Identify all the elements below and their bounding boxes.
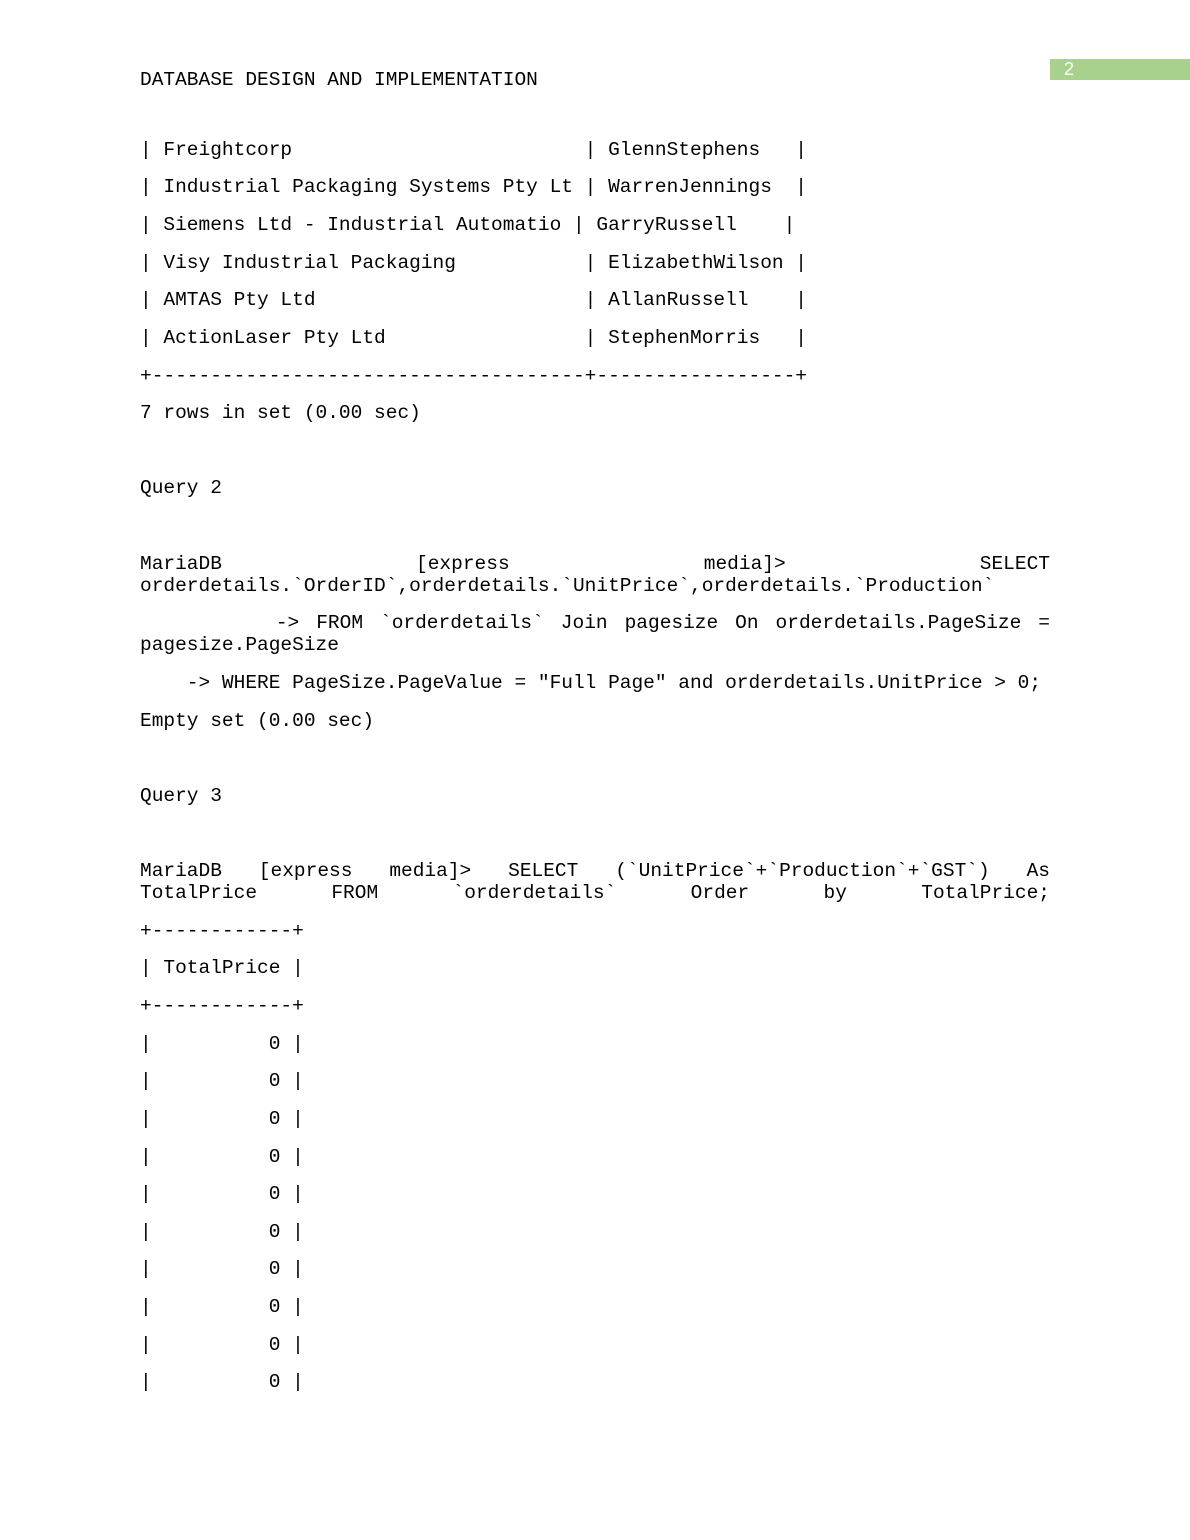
- page-number-badge: 2: [1050, 59, 1190, 80]
- query3-row: | 0 |: [140, 1033, 304, 1055]
- query1-row: | Siemens Ltd - Industrial Automatio | GarryRussell |: [140, 214, 796, 236]
- query3-sql-line-1: MariaDB [express media]> SELECT (`UnitPrice`+`Production`+`GST`) As TotalPrice FROM `orderdetails` Order by TotalPrice;: [140, 860, 1050, 904]
- query1-row: | Visy Industrial Packaging | ElizabethWilson |: [140, 252, 808, 274]
- query1-row: | Freightcorp | GlennStephens |: [140, 139, 808, 161]
- query3-row: | 0 |: [140, 1371, 304, 1393]
- query1-table-border: +-------------------------------------+-----------------+: [140, 365, 808, 387]
- query1-row: | AMTAS Pty Ltd | AllanRussell |: [140, 289, 808, 311]
- query2-sql-line-3: -> WHERE PageSize.PageValue = "Full Page" and orderdetails.UnitPrice > 0;: [140, 672, 1042, 694]
- query3-row: | 0 |: [140, 1221, 304, 1243]
- running-header-title: DATABASE DESIGN AND IMPLEMENTATION: [140, 69, 538, 91]
- query3-row: | 0 |: [140, 1183, 304, 1205]
- query3-row: | 0 |: [140, 1070, 304, 1092]
- query2-sql-line-2: -> FROM `orderdetails` Join pagesize On orderdetails.PageSize = pagesize.PageSize: [140, 612, 1062, 656]
- query1-row: | Industrial Packaging Systems Pty Lt | WarrenJennings |: [140, 176, 808, 198]
- query3-table-border: +------------+: [140, 920, 304, 942]
- query3-row: | 0 |: [140, 1146, 304, 1168]
- query3-row: | 0 |: [140, 1258, 304, 1280]
- query3-heading: Query 3: [140, 785, 222, 807]
- query1-result-summary: 7 rows in set (0.00 sec): [140, 402, 421, 424]
- query2-result: Empty set (0.00 sec): [140, 710, 375, 732]
- query3-row: | 0 |: [140, 1296, 304, 1318]
- query1-row: | ActionLaser Pty Ltd | StephenMorris |: [140, 327, 808, 349]
- query3-row: | 0 |: [140, 1108, 304, 1130]
- query3-row: | 0 |: [140, 1334, 304, 1356]
- query3-column-header: | TotalPrice |: [140, 957, 304, 979]
- query2-heading: Query 2: [140, 477, 222, 499]
- query2-sql-line-1: MariaDB [express media]> SELECT orderdetails.`OrderID`,orderdetails.`UnitPrice`,orderdetails.`Production`: [140, 553, 1050, 597]
- query3-table-border: +------------+: [140, 995, 304, 1017]
